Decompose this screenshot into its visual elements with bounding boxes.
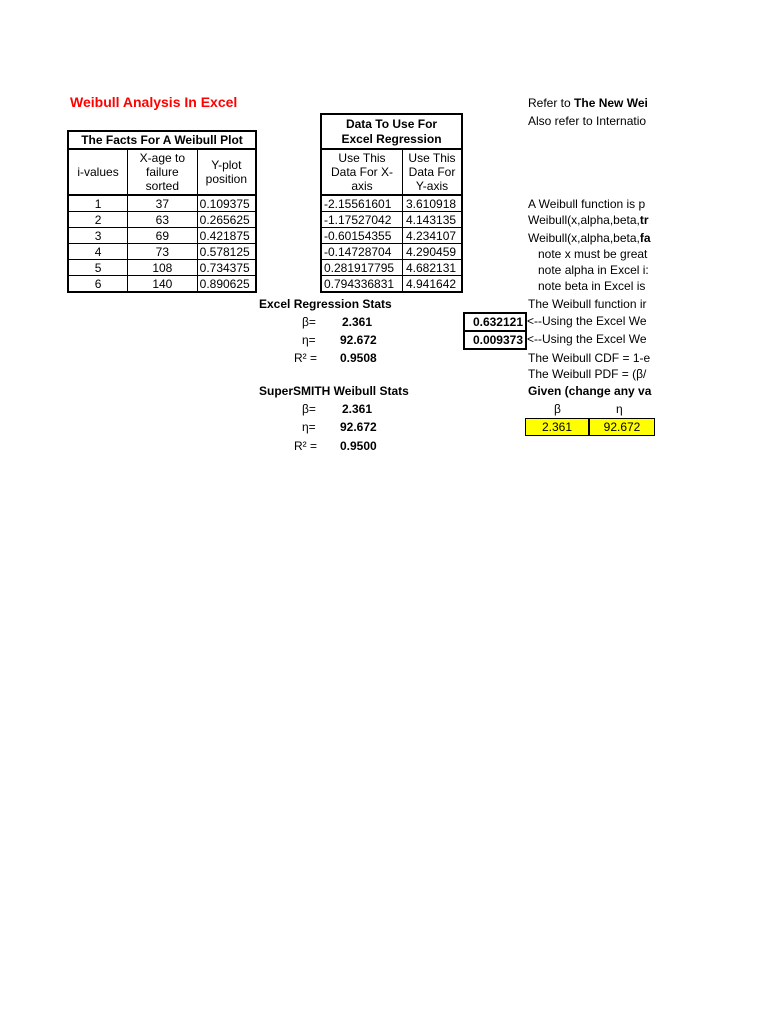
- excel-r2-value[interactable]: 0.9508: [340, 351, 377, 365]
- note-x: note x must be great: [538, 247, 648, 261]
- header-x-age[interactable]: X-age to failure sorted: [128, 149, 198, 195]
- sheet-title: Weibull Analysis In Excel: [70, 94, 238, 110]
- function-intro-note: A Weibull function is p: [528, 197, 646, 211]
- excel-beta-value[interactable]: 2.361: [342, 315, 373, 329]
- table-row: [321, 244, 462, 260]
- cell-i[interactable]: 3: [68, 228, 128, 244]
- facts-table: [67, 130, 257, 293]
- cell-y[interactable]: 0.890625: [197, 276, 256, 293]
- supersmith-eta-value[interactable]: 92.672: [340, 420, 377, 434]
- excel-beta-label: β=: [302, 315, 316, 329]
- given-eta-symbol: η: [616, 402, 623, 416]
- refer-prefix: Refer to: [528, 96, 575, 110]
- cell-y-axis[interactable]: 4.941642: [403, 276, 463, 293]
- also-refer-note: Also refer to Internatio: [528, 114, 647, 128]
- cell-i[interactable]: 1: [68, 195, 128, 212]
- refer-note: [528, 96, 648, 110]
- cell-x[interactable]: 73: [128, 244, 198, 260]
- given-beta-input[interactable]: 2.361: [525, 418, 589, 436]
- cell-y-axis[interactable]: 4.682131: [403, 260, 463, 276]
- boxed-value-cdf-note: <--Using the Excel We: [527, 314, 647, 328]
- note-alpha: note alpha in Excel i:: [538, 263, 649, 277]
- header-i-values[interactable]: i-values: [68, 149, 128, 195]
- cell-y[interactable]: 0.578125: [197, 244, 256, 260]
- cdf-note: The Weibull CDF = 1-e: [528, 351, 651, 365]
- table-row: [321, 228, 462, 244]
- weibull-true-bold: tr: [639, 213, 649, 227]
- supersmith-stats-heading: SuperSMITH Weibull Stats: [259, 384, 409, 398]
- weibull-true-note: [528, 213, 649, 227]
- cell-y-axis[interactable]: 3.610918: [403, 195, 463, 212]
- cell-x-axis[interactable]: -0.14728704: [321, 244, 403, 260]
- note-beta: note beta in Excel is: [538, 279, 646, 293]
- cell-x-axis[interactable]: 0.281917795: [321, 260, 403, 276]
- weibull-false-note: [528, 231, 651, 245]
- cell-i[interactable]: 4: [68, 244, 128, 260]
- supersmith-beta-value[interactable]: 2.361: [342, 402, 373, 416]
- excel-eta-label: η=: [302, 333, 316, 347]
- weibull-false-prefix: Weibull(x,alpha,beta,: [528, 231, 640, 245]
- table-row: [68, 260, 256, 276]
- regression-table-caption: Data To Use For Excel Regression: [321, 114, 462, 149]
- supersmith-r2-label: R² =: [294, 439, 318, 453]
- cell-x-axis[interactable]: -0.60154355: [321, 228, 403, 244]
- cell-y-axis[interactable]: 4.143135: [403, 212, 463, 228]
- boxed-value-pdf-note: <--Using the Excel We: [527, 332, 647, 346]
- cell-y[interactable]: 0.734375: [197, 260, 256, 276]
- given-eta-input[interactable]: 92.672: [589, 418, 655, 436]
- table-row: [321, 260, 462, 276]
- table-row: [68, 195, 256, 212]
- refer-bold: The New Wei: [574, 96, 648, 110]
- cell-x-axis[interactable]: -1.17527042: [321, 212, 403, 228]
- facts-table-caption: The Facts For A Weibull Plot: [68, 131, 256, 149]
- cell-y[interactable]: 0.421875: [197, 228, 256, 244]
- given-note: Given (change any va: [528, 384, 652, 398]
- boxed-value-cdf[interactable]: 0.632121: [463, 312, 527, 332]
- table-row: [68, 276, 256, 293]
- cell-x[interactable]: 140: [128, 276, 198, 293]
- table-row: [68, 212, 256, 228]
- excel-stats-heading: Excel Regression Stats: [259, 297, 392, 311]
- cell-y-axis[interactable]: 4.234107: [403, 228, 463, 244]
- cell-x-axis[interactable]: 0.794336831: [321, 276, 403, 293]
- cell-x[interactable]: 37: [128, 195, 198, 212]
- supersmith-eta-label: η=: [302, 420, 316, 434]
- cell-x[interactable]: 108: [128, 260, 198, 276]
- header-y-plot[interactable]: Y-plot position: [197, 149, 256, 195]
- table-row: [321, 195, 462, 212]
- table-row: [321, 276, 462, 293]
- function-in-note: The Weibull function ir: [528, 297, 647, 311]
- table-row: [321, 212, 462, 228]
- cell-x-axis[interactable]: -2.15561601: [321, 195, 403, 212]
- cell-y[interactable]: 0.109375: [197, 195, 256, 212]
- excel-eta-value[interactable]: 92.672: [340, 333, 377, 347]
- header-y-axis[interactable]: Use This Data For Y-axis: [403, 149, 463, 195]
- cell-x[interactable]: 63: [128, 212, 198, 228]
- given-beta-symbol: β: [554, 402, 561, 416]
- weibull-false-bold: fa: [639, 231, 651, 245]
- table-row: [68, 244, 256, 260]
- regression-table: [320, 113, 463, 293]
- boxed-value-pdf[interactable]: 0.009373: [463, 330, 527, 350]
- supersmith-beta-label: β=: [302, 402, 316, 416]
- cell-i[interactable]: 5: [68, 260, 128, 276]
- supersmith-r2-value[interactable]: 0.9500: [340, 439, 377, 453]
- cell-i[interactable]: 6: [68, 276, 128, 293]
- header-x-axis[interactable]: Use This Data For X-axis: [321, 149, 403, 195]
- pdf-note: The Weibull PDF = (β/: [528, 367, 647, 381]
- table-row: [68, 228, 256, 244]
- weibull-true-prefix: Weibull(x,alpha,beta,: [528, 213, 640, 227]
- cell-x[interactable]: 69: [128, 228, 198, 244]
- cell-y[interactable]: 0.265625: [197, 212, 256, 228]
- excel-r2-label: R² =: [294, 351, 318, 365]
- cell-y-axis[interactable]: 4.290459: [403, 244, 463, 260]
- cell-i[interactable]: 2: [68, 212, 128, 228]
